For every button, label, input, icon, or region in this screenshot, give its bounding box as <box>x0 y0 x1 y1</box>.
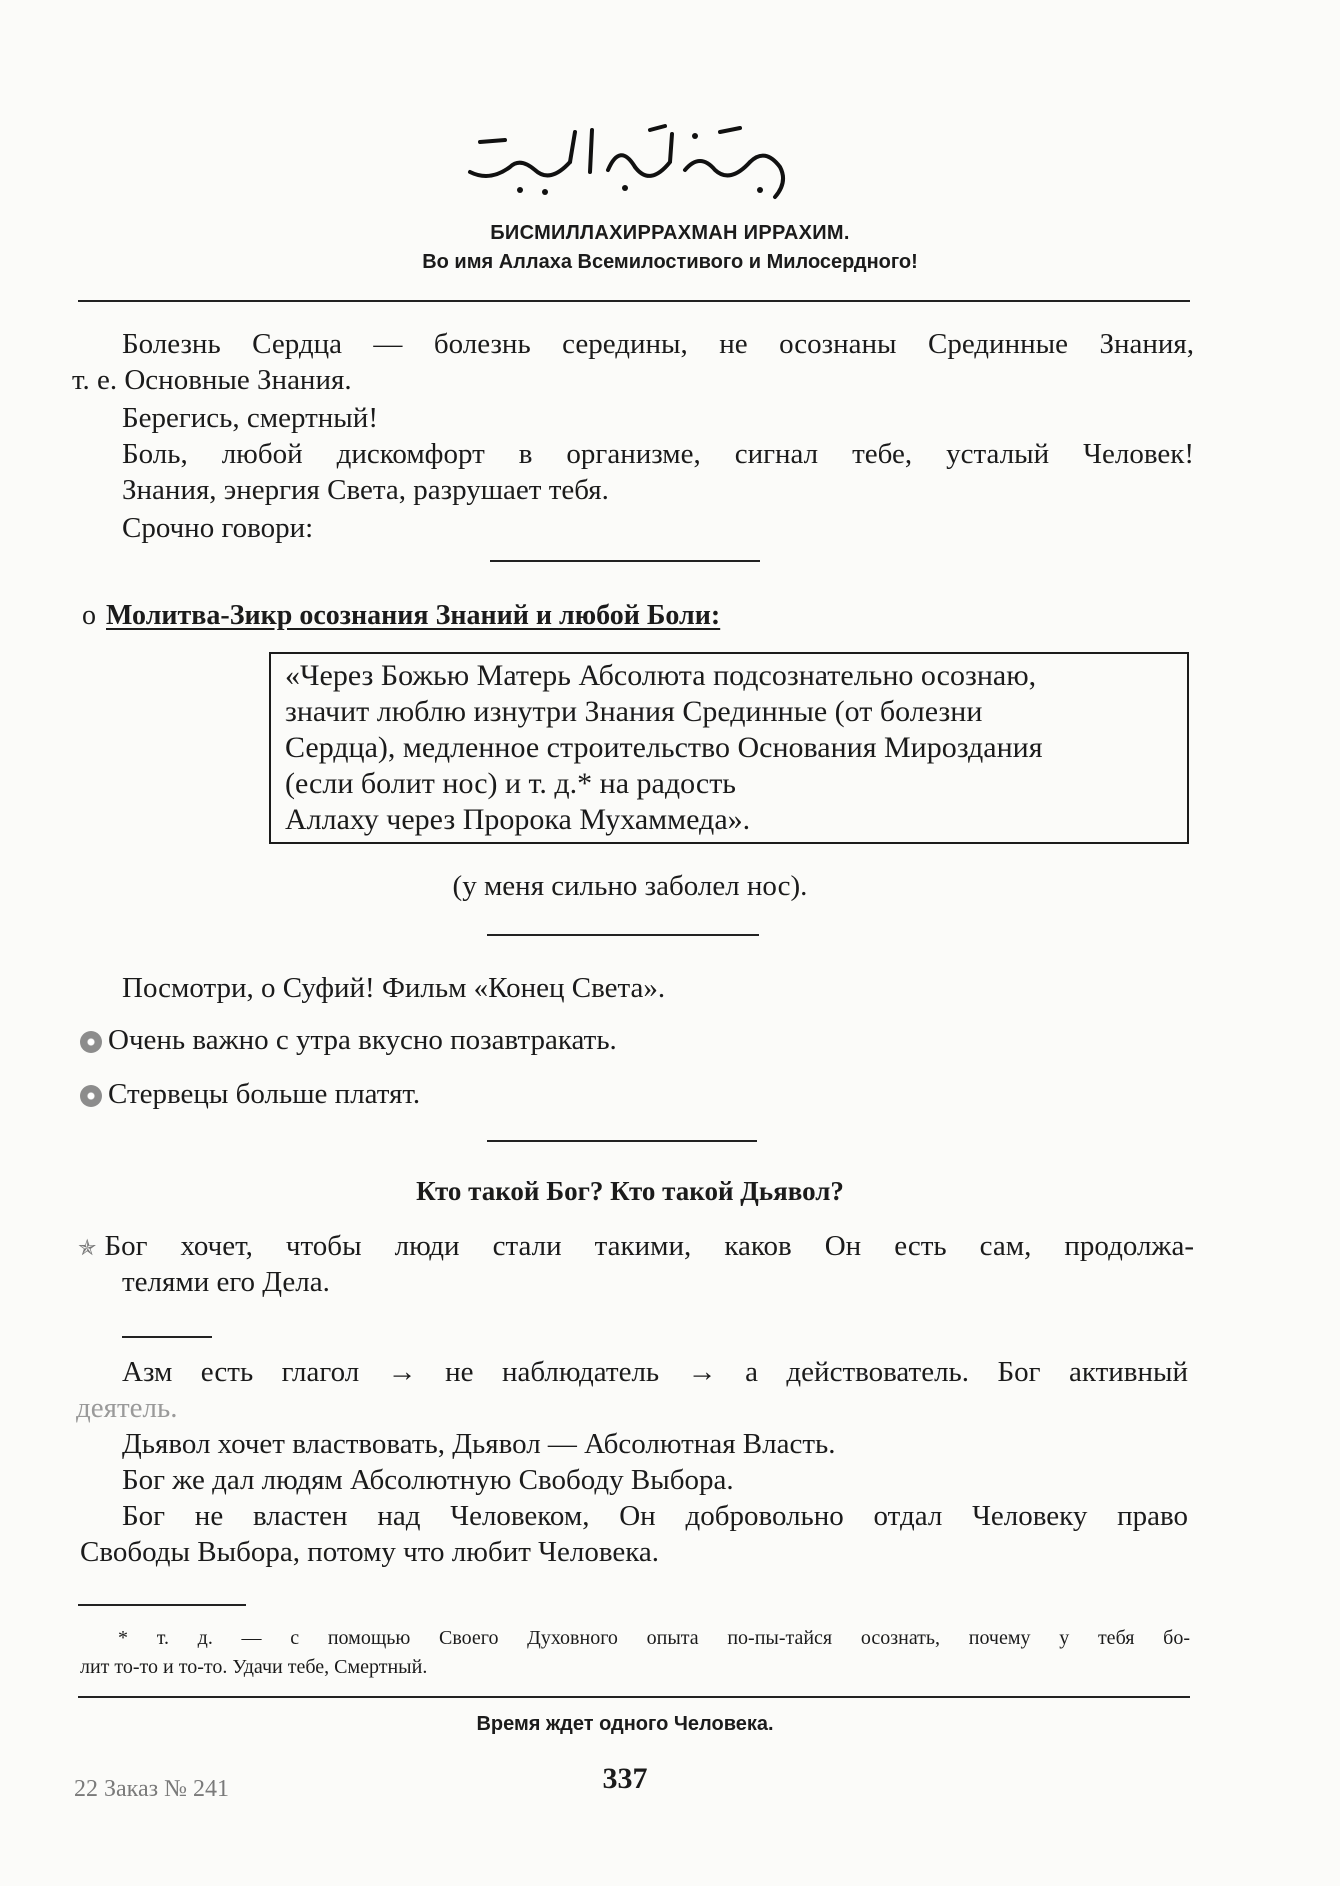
para1-line-2: деятель. <box>76 1392 178 1424</box>
footnote-rule <box>78 1604 246 1606</box>
intro-line-1: Болезнь Сердца — болезнь середины, не осознаны Срединные Знания, <box>122 328 1194 360</box>
para1-line-1: Азм есть глагол → не наблюдатель → а действователь. Бог активный <box>122 1356 1188 1388</box>
footer-motto: Время ждет одного Человека. <box>476 1713 774 1735</box>
para4-line-2: Свободы Выбора, потому что любит Человека. <box>80 1536 659 1568</box>
prayer-line-1: «Через Божью Матерь Абсолюта подсознательно осознаю, <box>285 659 1037 692</box>
header-subtitle: Во имя Аллаха Всемилостивого и Милосердного! <box>422 251 918 273</box>
section-divider-1 <box>490 560 760 562</box>
flower-bullet-icon <box>80 1031 102 1053</box>
para3: Бог же дал людям Абсолютную Свободу Выбора. <box>122 1464 734 1496</box>
prayer-line-5: Аллаху через Пророка Мухаммеда». <box>285 803 751 836</box>
star-paragraph <box>78 1228 1194 1266</box>
para2: Дьявол хочет властвовать, Дьявол — Абсолютная Власть. <box>122 1428 836 1460</box>
prayer-line-3: Сердца), медленное строительство Основания Мироздания <box>285 731 1043 764</box>
footnote-line-1: * т. д. — с помощью Своего Духовного опыта по-пы-тайся осознать, почему у тебя бо- <box>118 1627 1190 1649</box>
intro-line-6: Срочно говори: <box>122 512 314 544</box>
flower-bullet-icon <box>80 1085 102 1107</box>
intro-line-4: Боль, любой дискомфорт в организме, сигнал тебе, усталый Человек! <box>122 438 1194 470</box>
prayer-note: (у меня сильно заболел нос). <box>452 870 808 902</box>
print-order-number: 22 Заказ № 241 <box>74 1776 230 1802</box>
section-divider-2 <box>487 934 759 936</box>
page-number: 337 <box>602 1762 648 1795</box>
prayer-title <box>82 600 720 632</box>
section-title: Кто такой Бог? Кто такой Дьявол? <box>416 1176 844 1206</box>
circle-marker: о <box>82 600 96 631</box>
short-divider <box>122 1336 212 1338</box>
star-line-1: Бог хочет, чтобы люди стали такими, каков Он есть сам, продолжа- <box>104 1230 1194 1262</box>
intro-line-2: т. е. Основные Знания. <box>72 364 352 396</box>
basmala-calligraphy-image <box>450 112 810 207</box>
star-line-2: телями его Дела. <box>122 1266 330 1298</box>
prayer-line-4: (если болит нос) и т. д.* на радость <box>285 767 736 800</box>
para4-line-1: Бог не властен над Человеком, Он добровольно отдал Человеку право <box>122 1500 1188 1532</box>
advice-line-3-text: Стервецы больше платят. <box>108 1078 421 1110</box>
intro-line-5: Знания, энергия Света, разрушает тебя. <box>122 474 609 506</box>
prayer-line-2: значит люблю изнутри Знания Срединные (от болезни <box>285 695 983 728</box>
header-rule <box>78 300 1190 302</box>
header-title: БИСМИЛЛАХИРРАХМАН ИРРАХИМ. <box>490 222 850 244</box>
advice-line-3 <box>80 1076 420 1112</box>
advice-line-1: Посмотри, о Суфий! Фильм «Конец Света». <box>122 972 666 1004</box>
prayer-title-text: Молитва-Зикр осознания Знаний и любой Боли: <box>106 600 721 631</box>
intro-line-3: Берегись, смертный! <box>122 402 378 434</box>
star-bullet-icon: ✯ <box>78 1235 97 1260</box>
footnote-line-2: лит то-то и то-то. Удачи тебе, Смертный. <box>80 1656 428 1678</box>
advice-line-2 <box>80 1022 617 1058</box>
prayer-box <box>269 652 1189 844</box>
advice-line-2-text: Очень важно с утра вкусно позавтракать. <box>108 1024 617 1056</box>
footer-rule <box>78 1696 1190 1698</box>
section-divider-3 <box>487 1140 757 1142</box>
